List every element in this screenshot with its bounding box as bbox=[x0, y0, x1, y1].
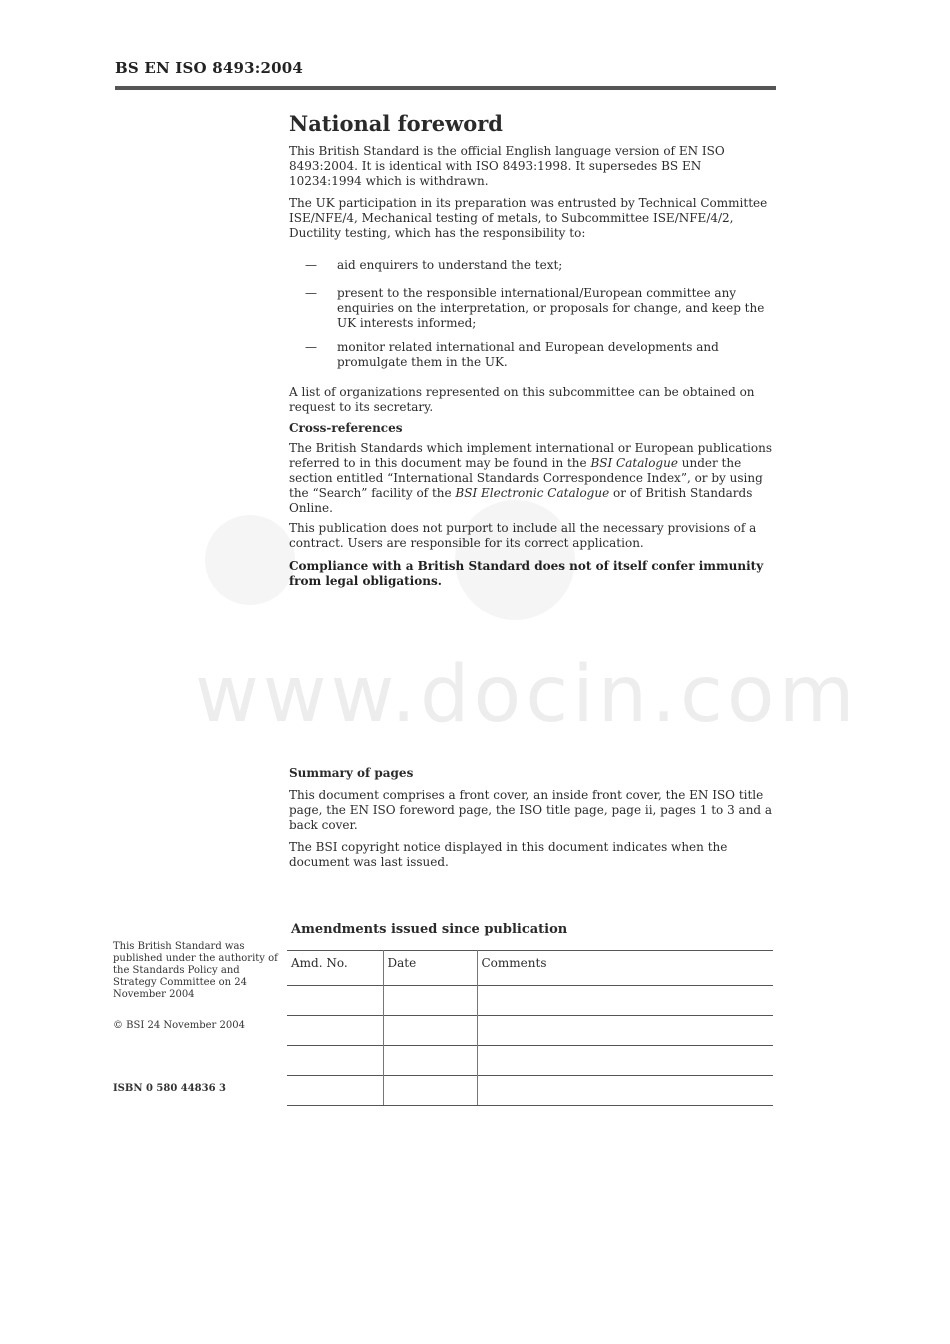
table-row bbox=[287, 1016, 773, 1046]
table-row bbox=[287, 1046, 773, 1076]
table-cell bbox=[383, 1076, 477, 1106]
cross-references-text-part: or of British Standards Online. bbox=[289, 486, 753, 515]
table-cell bbox=[477, 1046, 773, 1076]
table-header-row bbox=[287, 951, 773, 986]
page-title: National foreword bbox=[289, 111, 503, 136]
responsibility-item bbox=[305, 286, 777, 331]
column-header-date: Date bbox=[383, 951, 477, 986]
cross-references-text-part: under the section entitled “International Standards Correspondence Index”, or by using the “Search” facility of the bbox=[289, 456, 763, 500]
column-header-amd-no: Amd. No. bbox=[287, 951, 383, 986]
table-cell bbox=[477, 1076, 773, 1106]
bsi-catalogue-title: BSI Catalogue bbox=[590, 456, 678, 470]
provisions-note: This publication does not purport to include all the necessary provisions of a contract. Users are responsible for its correct application. bbox=[289, 521, 757, 550]
dash-marker: — bbox=[305, 286, 317, 300]
amendments-heading: Amendments issued since publication bbox=[291, 922, 568, 937]
watermark: www.docin.com bbox=[195, 650, 859, 740]
table-cell bbox=[383, 986, 477, 1016]
isbn: ISBN 0 580 44836 3 bbox=[113, 1083, 226, 1094]
responsibility-item bbox=[305, 258, 777, 273]
standard-id: BS EN ISO 8493:2004 bbox=[115, 59, 304, 77]
responsibility-item bbox=[305, 340, 777, 370]
table-cell bbox=[477, 986, 773, 1016]
compliance-note: Compliance with a British Standard does not of itself confer immunity from legal obligations. bbox=[289, 559, 764, 588]
table-cell bbox=[477, 1016, 773, 1046]
table-cell bbox=[383, 1046, 477, 1076]
foreword-paragraph-1: This British Standard is the official English language version of EN ISO 8493:2004. It is identical with ISO 8493:1998. It supersedes BS EN 10234:1994 which is withdrawn. bbox=[289, 144, 725, 188]
column-header-comments: Comments bbox=[477, 951, 773, 986]
cross-references-text-part: The British Standards which implement international or European publications referred to in this document may be found in the bbox=[289, 441, 772, 470]
responsibility-text: monitor related international and European developments and promulgate them in the UK. bbox=[337, 340, 719, 369]
table-cell bbox=[383, 1016, 477, 1046]
table-cell bbox=[287, 986, 383, 1016]
table-cell bbox=[287, 1046, 383, 1076]
header-rule bbox=[115, 86, 776, 90]
responsibility-text: aid enquirers to understand the text; bbox=[337, 258, 563, 272]
table-cell bbox=[287, 1076, 383, 1106]
copyright-line: © BSI 24 November 2004 bbox=[113, 1020, 245, 1031]
dash-marker: — bbox=[305, 258, 317, 272]
publication-note: This British Standard was published under the authority of the Standards Policy and Strategy Committee on 24 November 2004 bbox=[113, 941, 278, 1000]
watermark-logo-shape bbox=[205, 515, 295, 605]
amendments-table bbox=[287, 950, 773, 1106]
summary-text: This document comprises a front cover, an inside front cover, the EN ISO title page, the EN ISO foreword page, the ISO title page, page ii, pages 1 to 3 and a back cover. bbox=[289, 788, 773, 832]
table-row bbox=[287, 1076, 773, 1106]
copyright-note: The BSI copyright notice displayed in this document indicates when the document was last issued. bbox=[289, 840, 728, 869]
bsi-electronic-catalogue-title: BSI Electronic Catalogue bbox=[455, 486, 610, 500]
responsibility-text: present to the responsible international/European committee any enquiries on the interpretation, or proposals for change, and keep the UK interests informed; bbox=[337, 286, 765, 330]
table-row bbox=[287, 986, 773, 1016]
foreword-paragraph-2: The UK participation in its preparation was entrusted by Technical Committee ISE/NFE/4, Mechanical testing of metals, to Subcommittee ISE/NFE/4/2, Ductility testing, which has the responsibility to: bbox=[289, 196, 768, 240]
cross-references-heading: Cross-references bbox=[289, 421, 403, 435]
foreword-paragraph-3: A list of organizations represented on this subcommittee can be obtained on request to its secretary. bbox=[289, 385, 755, 414]
table-cell bbox=[287, 1016, 383, 1046]
watermark-logo-shape bbox=[455, 500, 575, 620]
dash-marker: — bbox=[305, 340, 317, 354]
summary-heading: Summary of pages bbox=[289, 766, 414, 780]
